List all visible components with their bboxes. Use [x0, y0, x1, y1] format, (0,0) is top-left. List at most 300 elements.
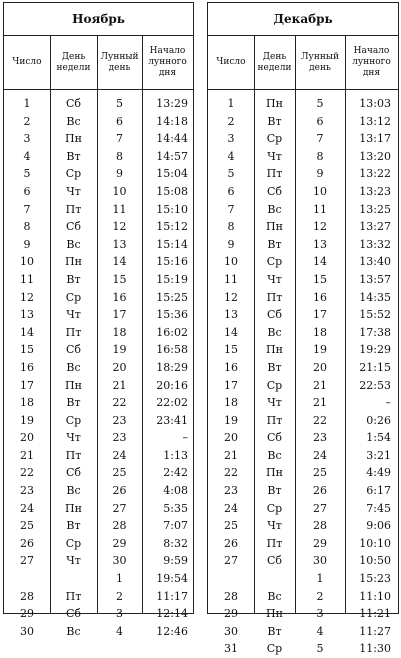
cell-lunar-day: 4 [116, 624, 123, 638]
cell-date: 21 [20, 448, 34, 462]
cell-weekday: Сб [266, 431, 283, 445]
cell-lunar-day: 26 [112, 484, 127, 498]
header-date: Число [12, 57, 42, 67]
cell-lunar-day: 29 [112, 536, 127, 550]
table-row [208, 535, 398, 553]
cell-moonrise: 15:36 [156, 308, 188, 322]
cell-date: 10 [224, 255, 238, 269]
table-row [208, 517, 398, 535]
cell-lunar-day: 28 [112, 519, 127, 533]
cell-date: 22 [20, 466, 34, 480]
cell-moonrise: 16:02 [156, 325, 188, 339]
cell-lunar-day: 5 [316, 642, 324, 656]
cell-lunar-day: 19 [112, 343, 127, 357]
table-row [208, 218, 398, 236]
cell-moonrise: 15:25 [156, 290, 188, 304]
cell-lunar-day: 9 [116, 167, 123, 181]
cell-date: 23 [224, 484, 238, 498]
cell-date: 17 [224, 378, 238, 392]
cell-moonrise: 15:12 [156, 220, 188, 234]
cell-lunar-day: 7 [316, 132, 324, 146]
cell-weekday: Пт [65, 325, 82, 339]
table-row [208, 447, 398, 465]
cell-moonrise: 11:27 [359, 624, 391, 638]
cell-lunar-day: 16 [112, 290, 127, 304]
cell-moonrise: 21:15 [359, 360, 391, 374]
header-weekday: День недели [56, 51, 91, 73]
cell-date: 14 [224, 325, 238, 339]
cell-date: 12 [224, 290, 238, 304]
cell-moonrise: 13:03 [359, 97, 391, 110]
table-row [208, 271, 398, 289]
cell-moonrise: 11:30 [359, 642, 391, 656]
cell-weekday: Вс [66, 114, 81, 128]
cell-lunar-day: 2 [316, 589, 324, 603]
cell-date: 26 [224, 536, 238, 550]
cell-weekday: Ср [65, 167, 82, 181]
cell-weekday: Вт [267, 237, 282, 251]
cell-moonrise: 4:49 [366, 466, 391, 480]
cell-weekday: Чт [66, 554, 81, 568]
cell-date: 8 [227, 220, 235, 234]
cell-date: 5 [23, 167, 31, 181]
header-weekday: День недели [257, 51, 292, 73]
table-header [208, 36, 398, 90]
cell-date: 4 [23, 149, 31, 163]
header-lunar-day: Лунный день [100, 51, 139, 73]
cell-date: 28 [224, 589, 238, 603]
cell-date: 27 [224, 554, 238, 568]
table-row [208, 183, 398, 201]
cell-lunar-day: 3 [116, 607, 123, 621]
cell-lunar-day: 13 [313, 237, 327, 251]
cell-moonrise: 15:14 [156, 237, 188, 251]
cell-weekday: Вс [267, 325, 282, 339]
cell-moonrise: 9:59 [163, 554, 188, 568]
cell-weekday: Пт [65, 448, 82, 462]
cell-moonrise: 15:23 [359, 572, 391, 586]
table-row [4, 130, 193, 148]
table-row [4, 306, 193, 324]
cell-lunar-day: 14 [313, 255, 327, 269]
cell-weekday: Вс [66, 237, 81, 251]
cell-lunar-day: 10 [112, 184, 127, 198]
cell-date: 28 [20, 589, 34, 603]
cell-moonrise: 18:29 [156, 360, 188, 374]
cell-moonrise: 3:21 [366, 448, 391, 462]
cell-moonrise: 22:53 [359, 378, 391, 392]
cell-date: 3 [23, 132, 31, 146]
cell-lunar-day: 4 [316, 624, 324, 638]
cell-date: 8 [23, 220, 31, 234]
cell-lunar-day: 25 [112, 466, 127, 480]
cell-weekday: Чт [66, 431, 81, 445]
table-body [208, 95, 398, 658]
cell-moonrise: 14:35 [359, 290, 391, 304]
cell-lunar-day: 6 [116, 114, 123, 128]
cell-date: 24 [224, 501, 238, 515]
cell-weekday: Чт [267, 396, 282, 410]
cell-weekday: Пн [266, 220, 283, 234]
cell-date: 29 [20, 607, 34, 621]
table-row [4, 113, 193, 131]
table-row [4, 201, 193, 219]
cell-date: 2 [23, 114, 31, 128]
cell-weekday: Вт [66, 519, 81, 533]
cell-lunar-day: 24 [313, 448, 327, 462]
table-row [4, 394, 193, 412]
cell-moonrise: – [182, 431, 188, 445]
cell-lunar-day: 6 [316, 114, 324, 128]
cell-weekday: Ср [266, 132, 283, 146]
cell-lunar-day: 20 [112, 360, 127, 374]
cell-weekday: Вс [66, 624, 81, 638]
cell-lunar-day: 18 [313, 325, 327, 339]
cell-moonrise: 22:02 [156, 396, 188, 410]
table-row [4, 183, 193, 201]
table-row [4, 447, 193, 465]
cell-moonrise: 13:22 [359, 167, 391, 181]
cell-moonrise: 14:44 [156, 132, 188, 146]
cell-moonrise: 16:58 [156, 343, 188, 357]
cell-lunar-day: 29 [313, 536, 327, 550]
table-row [208, 324, 398, 342]
cell-date: 2 [227, 114, 235, 128]
cell-moonrise: 13:20 [359, 149, 391, 163]
table-row [208, 148, 398, 166]
table-row [208, 130, 398, 148]
cell-weekday: Пт [266, 290, 283, 304]
cell-date: 9 [227, 237, 235, 251]
cell-moonrise: 14:57 [156, 149, 188, 163]
cell-lunar-day: 23 [313, 431, 327, 445]
table-row [4, 271, 193, 289]
cell-weekday: Чт [267, 272, 282, 286]
cell-lunar-day: 13 [112, 237, 127, 251]
table-row [208, 201, 398, 219]
cell-weekday: Вт [66, 272, 81, 286]
cell-lunar-day: 30 [112, 554, 127, 568]
table-row [208, 429, 398, 447]
cell-weekday: Ср [266, 378, 283, 392]
cell-date: 11 [224, 272, 238, 286]
table-row [208, 236, 398, 254]
cell-lunar-day: 30 [313, 554, 327, 568]
table-row [208, 605, 398, 623]
table-row [4, 552, 193, 570]
cell-lunar-day: 7 [116, 132, 123, 146]
cell-moonrise: 13:40 [359, 255, 391, 269]
cell-lunar-day: 15 [112, 272, 127, 286]
cell-weekday: Пн [65, 132, 82, 146]
cell-moonrise: 13:25 [359, 202, 391, 216]
cell-moonrise: 11:17 [156, 589, 188, 603]
cell-lunar-day: 5 [316, 97, 324, 110]
table-row [208, 412, 398, 430]
cell-date: 6 [23, 184, 31, 198]
cell-date: 21 [224, 448, 238, 462]
table-row [4, 412, 193, 430]
cell-weekday: Вс [66, 484, 81, 498]
cell-weekday: Пт [266, 167, 283, 181]
cell-date: 24 [20, 501, 34, 515]
cell-moonrise: 15:04 [156, 167, 188, 181]
cell-date: 18 [20, 396, 34, 410]
cell-moonrise: 13:23 [359, 184, 391, 198]
cell-date: 16 [20, 360, 34, 374]
cell-weekday: Пн [65, 501, 82, 515]
cell-weekday: Пт [266, 413, 283, 427]
table-row [208, 588, 398, 606]
cell-date: 17 [20, 378, 34, 392]
cell-date: 18 [224, 396, 238, 410]
cell-weekday: Чт [267, 519, 282, 533]
table-header [4, 36, 193, 90]
cell-moonrise: 1:13 [163, 448, 188, 462]
cell-moonrise: 2:42 [163, 466, 188, 480]
cell-date: 26 [20, 536, 34, 550]
cell-lunar-day: 3 [316, 607, 324, 621]
cell-date: 4 [227, 149, 235, 163]
cell-moonrise: 1:54 [366, 431, 391, 445]
cell-lunar-day: 1 [316, 572, 324, 586]
cell-weekday: Сб [266, 184, 283, 198]
cell-moonrise: 6:17 [366, 484, 391, 498]
cell-weekday: Ср [65, 536, 82, 550]
cell-moonrise: 12:46 [156, 624, 188, 638]
cell-weekday: Вт [66, 149, 81, 163]
cell-moonrise: 13:27 [359, 220, 391, 234]
table-row [4, 377, 193, 395]
cell-date: 13 [20, 308, 34, 322]
cell-lunar-day: 11 [112, 202, 127, 216]
cell-lunar-day: 23 [112, 431, 127, 445]
table-row [208, 640, 398, 658]
cell-lunar-day: 10 [313, 184, 327, 198]
cell-lunar-day: 26 [313, 484, 327, 498]
table-row [4, 289, 193, 307]
cell-lunar-day: 8 [116, 149, 123, 163]
cell-date: 20 [20, 431, 34, 445]
cell-moonrise: 15:19 [156, 272, 188, 286]
cell-moonrise: 19:29 [359, 343, 391, 357]
cell-moonrise: 0:26 [366, 413, 391, 427]
table-row [4, 359, 193, 377]
cell-lunar-day: 15 [313, 272, 327, 286]
table-row [208, 623, 398, 641]
table-row [4, 148, 193, 166]
cell-date: 27 [20, 554, 34, 568]
table-row [4, 165, 193, 183]
header-moonrise: Начало лунного дня [148, 46, 187, 78]
cell-date: 9 [23, 237, 31, 251]
cell-date: 12 [20, 290, 34, 304]
cell-lunar-day: 8 [316, 149, 324, 163]
header-moonrise: Начало лунного дня [352, 46, 391, 78]
cell-weekday: Сб [266, 308, 283, 322]
cell-date: 16 [224, 360, 238, 374]
table-row [208, 359, 398, 377]
cell-weekday: Сб [65, 607, 82, 621]
table-row [4, 482, 193, 500]
cell-weekday: Пт [65, 589, 82, 603]
cell-moonrise: 20:16 [156, 378, 188, 392]
cell-moonrise: 10:50 [359, 554, 391, 568]
cell-lunar-day: 27 [313, 501, 327, 515]
table-row [208, 253, 398, 271]
cell-lunar-day: 21 [112, 378, 127, 392]
cell-weekday: Ср [65, 290, 82, 304]
cell-date: 15 [20, 343, 34, 357]
cell-date: 25 [20, 519, 34, 533]
cell-lunar-day: 22 [313, 413, 327, 427]
cell-weekday: Пн [65, 378, 82, 392]
table-row [208, 500, 398, 518]
cell-lunar-day: 27 [112, 501, 127, 515]
cell-moonrise: 13:17 [359, 132, 391, 146]
table-row [4, 500, 193, 518]
header-lunar-day: Лунный день [301, 51, 339, 73]
cell-lunar-day: 1 [116, 572, 123, 586]
cell-moonrise: – [385, 396, 391, 410]
table-row [4, 570, 193, 588]
cell-weekday: Вт [267, 624, 282, 638]
cell-date: 30 [20, 624, 34, 638]
cell-weekday: Пн [65, 255, 82, 269]
cell-weekday: Сб [65, 343, 82, 357]
cell-weekday: Вс [267, 589, 282, 603]
cell-weekday: Вс [267, 448, 282, 462]
table-row [208, 95, 398, 113]
cell-moonrise: 15:08 [156, 184, 188, 198]
cell-weekday: Чт [66, 308, 81, 322]
table-row [4, 95, 193, 113]
cell-date: 31 [224, 642, 238, 656]
cell-lunar-day: 19 [313, 343, 327, 357]
cell-date: 7 [23, 202, 31, 216]
cell-weekday: Ср [266, 642, 283, 656]
november-table [3, 2, 194, 638]
table-row [208, 482, 398, 500]
cell-date: 19 [224, 413, 238, 427]
cell-weekday: Вт [66, 396, 81, 410]
header-date: Число [216, 57, 246, 67]
table-row [208, 289, 398, 307]
cell-date: 19 [20, 413, 34, 427]
cell-date: 29 [224, 607, 238, 621]
cell-lunar-day: 25 [313, 466, 327, 480]
cell-weekday: Пн [266, 97, 283, 110]
cell-date: 15 [224, 343, 238, 357]
cell-lunar-day: 28 [313, 519, 327, 533]
cell-weekday: Чт [267, 149, 282, 163]
table-row [4, 464, 193, 482]
cell-lunar-day: 12 [313, 220, 327, 234]
cell-moonrise: 19:54 [156, 572, 188, 586]
cell-moonrise: 15:52 [359, 308, 391, 322]
cell-date: 13 [224, 308, 238, 322]
table-row [4, 605, 193, 623]
cell-moonrise: 11:21 [359, 607, 391, 621]
cell-date: 1 [227, 97, 235, 110]
cell-lunar-day: 17 [313, 308, 327, 322]
cell-moonrise: 23:41 [156, 413, 188, 427]
cell-weekday: Пн [266, 607, 283, 621]
cell-moonrise: 7:07 [163, 519, 188, 533]
cell-weekday: Пт [65, 202, 82, 216]
cell-moonrise: 9:06 [366, 519, 391, 533]
table-row [208, 306, 398, 324]
cell-moonrise: 17:38 [359, 325, 391, 339]
cell-weekday: Вт [267, 360, 282, 374]
cell-weekday: Сб [65, 466, 82, 480]
cell-moonrise: 15:10 [156, 202, 188, 216]
cell-lunar-day: 20 [313, 360, 327, 374]
cell-moonrise: 10:10 [359, 536, 391, 550]
cell-moonrise: 7:45 [366, 501, 391, 515]
table-row [4, 517, 193, 535]
cell-lunar-day: 23 [112, 413, 127, 427]
table-body [4, 95, 193, 640]
cell-date: 1 [23, 97, 31, 110]
table-row [4, 236, 193, 254]
cell-date: 5 [227, 167, 235, 181]
cell-lunar-day: 11 [313, 202, 327, 216]
cell-moonrise: 14:18 [156, 114, 188, 128]
cell-lunar-day: 9 [316, 167, 324, 181]
month-title: Ноябрь [4, 3, 193, 36]
cell-date: 14 [20, 325, 34, 339]
cell-date: 22 [224, 466, 238, 480]
cell-date: 30 [224, 624, 238, 638]
table-row [4, 535, 193, 553]
cell-weekday: Пн [266, 343, 283, 357]
cell-date: 3 [227, 132, 235, 146]
cell-lunar-day: 24 [112, 448, 127, 462]
table-row [4, 623, 193, 641]
table-row [208, 165, 398, 183]
cell-moonrise: 13:57 [359, 272, 391, 286]
cell-date: 23 [20, 484, 34, 498]
table-row [4, 218, 193, 236]
cell-weekday: Вс [267, 202, 282, 216]
cell-lunar-day: 2 [116, 589, 123, 603]
table-row [208, 552, 398, 570]
cell-date: 10 [20, 255, 34, 269]
cell-date: 7 [227, 202, 235, 216]
table-row [208, 341, 398, 359]
cell-lunar-day: 21 [313, 378, 327, 392]
cell-weekday: Пт [266, 536, 283, 550]
cell-date: 11 [20, 272, 34, 286]
cell-weekday: Вт [267, 114, 282, 128]
table-row [208, 464, 398, 482]
cell-weekday: Ср [266, 255, 283, 269]
table-row [4, 429, 193, 447]
cell-moonrise: 11:10 [359, 589, 391, 603]
cell-weekday: Сб [266, 554, 283, 568]
cell-weekday: Сб [65, 220, 82, 234]
table-row [4, 253, 193, 271]
cell-moonrise: 15:16 [156, 255, 188, 269]
cell-lunar-day: 5 [116, 97, 123, 110]
cell-date: 25 [224, 519, 238, 533]
cell-moonrise: 8:32 [163, 536, 188, 550]
cell-moonrise: 4:08 [163, 484, 188, 498]
cell-lunar-day: 21 [313, 396, 327, 410]
table-row [208, 113, 398, 131]
cell-lunar-day: 18 [112, 325, 127, 339]
